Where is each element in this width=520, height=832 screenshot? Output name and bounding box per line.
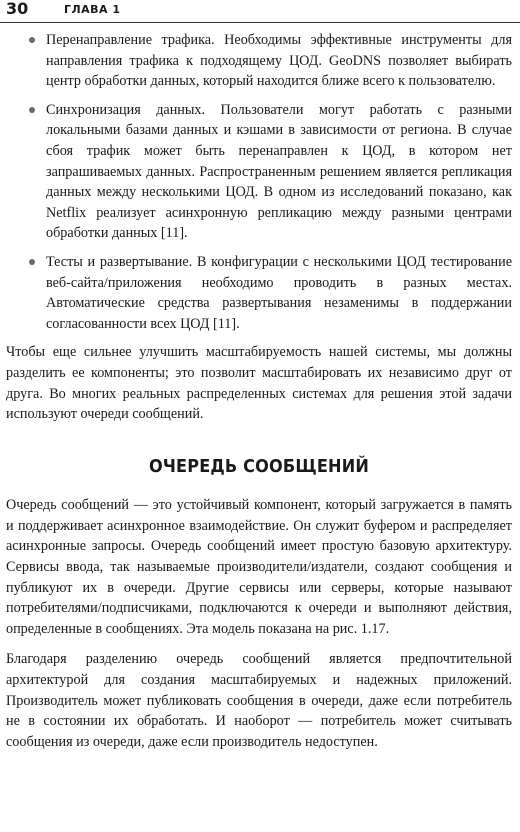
running-header bbox=[0, 0, 520, 23]
bullet-icon bbox=[29, 107, 35, 113]
page-body bbox=[6, 30, 512, 762]
bullet-text: Синхронизация данных. Пользователи могут работать с разными локальными базами данных и кэшами в зависимости от региона. В случае сбоя трафик может быть перенаправлен к ЦОД, в котором нет запрашиваемых данных. Распространенным решением является репликация данных между несколькими ЦОД. В одном из исследований показано, как Netflix реализует асинхронную репликацию между разными центрами обработки данных [11]. bbox=[46, 101, 512, 242]
bullet-icon bbox=[29, 259, 35, 265]
bullet-text: Перенаправление трафика. Необходимы эффективные инструменты для направления трафика к подходящему ЦОД. GeoDNS позволяет выбирать центр обработки данных, который находится ближе всего к пользователю. bbox=[46, 32, 512, 90]
list-item bbox=[6, 100, 512, 244]
body-paragraph: Благодаря разделению очередь сообщений является предпочтительной архитектурой для создания масштабируемых и надежных приложений. Производитель может публиковать сообщения в очереди, даже если потребитель не в состоянии их обработать. И наоборот — потребитель может считывать сообщения из очереди, даже если производитель недоступен. bbox=[6, 651, 512, 750]
list-item bbox=[6, 30, 512, 92]
body-paragraph: Очередь сообщений — это устойчивый компонент, который загружается в память и поддерживает асинхронное взаимодействие. Он служит буфером и распределяет асинхронные запросы. Очередь сообщений имеет простую базовую архитектуру. Сервисы ввода, так называемые производители/издатели, создают сообщения и публикуют их в очереди. Другие сервисы или серверы, которые называют потребителями/подписчиками, подключаются к очереди и выполняют действия, определенные в сообщениях. Эта модель показана на рис. 1.17. bbox=[6, 497, 512, 637]
bullet-text: Тесты и развертывание. В конфигурации с несколькими ЦОД тестирование веб-сайта/приложения необходимо проводить в разных местах. Автоматические средства развертывания незаменимы в поддержании согласованности всех ЦОД [11]. bbox=[46, 253, 512, 332]
bullet-icon bbox=[29, 37, 35, 43]
chapter-title: ГЛАВА 1 bbox=[64, 3, 121, 16]
intro-paragraph: Чтобы еще сильнее улучшить масштабируемость нашей системы, мы должны разделить ее компоненты; это позволит масштабировать их независимо друг от друга. Во многих реальных распределенных системах для решения этой задачи используют очереди сообщений. bbox=[6, 344, 512, 423]
page-number: 30 bbox=[6, 0, 29, 18]
list-item bbox=[6, 252, 512, 334]
bullet-list bbox=[6, 30, 512, 334]
section-heading: ОЧЕРЕДЬ СООБЩЕНИЙ bbox=[148, 456, 370, 477]
